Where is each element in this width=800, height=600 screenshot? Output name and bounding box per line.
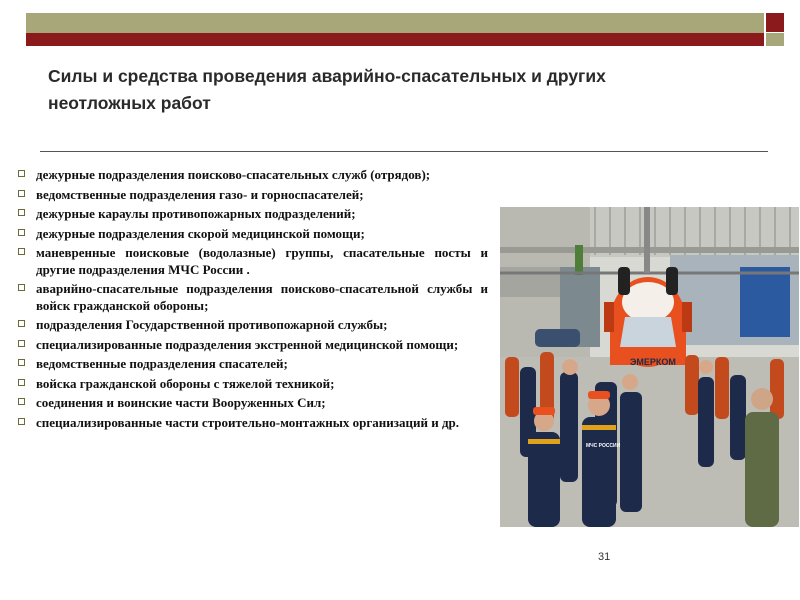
bullet-item: маневренные поисковые (водолазные) группы, спасательные посты и другие подразделения МЧС России . (18, 245, 488, 278)
bullet-item: ведомственные подразделения спасателей; (18, 356, 488, 373)
vest-lettering: МЧС РОССИИ (586, 443, 621, 449)
header-square-olive (766, 33, 784, 46)
slide-title: Силы и средства проведения аварийно-спасательных и других неотложных работ (48, 66, 606, 113)
title-divider (40, 151, 768, 152)
square-bullet-icon (18, 248, 25, 255)
square-bullet-icon (18, 229, 25, 236)
square-bullet-icon (18, 170, 25, 177)
rescue-team-photo (500, 207, 799, 527)
bullet-item: специализированные подразделения экстренной медицинской помощи; (18, 337, 488, 354)
page-number: 31 (598, 551, 611, 563)
header-square-red (766, 13, 784, 32)
square-bullet-icon (18, 284, 25, 291)
square-bullet-icon (18, 379, 25, 386)
bullet-list (18, 167, 488, 434)
helicopter-lettering: ЭМЕРКОМ (630, 357, 676, 367)
bullet-item: аварийно-спасательные подразделения поисково-спасательной службы и войск гражданской обороны; (18, 281, 488, 314)
rescue-team-illustration (500, 207, 799, 527)
square-bullet-icon (18, 398, 25, 405)
bullet-item: ведомственные подразделения газо- и горноспасателей; (18, 187, 488, 204)
square-bullet-icon (18, 320, 25, 327)
square-bullet-icon (18, 190, 25, 197)
square-bullet-icon (18, 209, 25, 216)
bullet-item: дежурные караулы противопожарных подразделений; (18, 206, 488, 223)
square-bullet-icon (18, 418, 25, 425)
square-bullet-icon (18, 340, 25, 347)
header-band-olive (26, 13, 764, 33)
bullet-item: дежурные подразделения поисково-спасательных служб (отрядов); (18, 167, 488, 184)
bullet-item: соединения и воинские части Вооруженных Сил; (18, 395, 488, 412)
header-band-red (26, 33, 764, 46)
bullet-item: подразделения Государственной противопожарной службы; (18, 317, 488, 334)
bullet-item: дежурные подразделения скорой медицинской помощи; (18, 226, 488, 243)
bullet-item: войска гражданской обороны с тяжелой техникой; (18, 376, 488, 393)
square-bullet-icon (18, 359, 25, 366)
bullet-item: специализированные части строительно-монтажных организаций и др. (18, 415, 488, 432)
